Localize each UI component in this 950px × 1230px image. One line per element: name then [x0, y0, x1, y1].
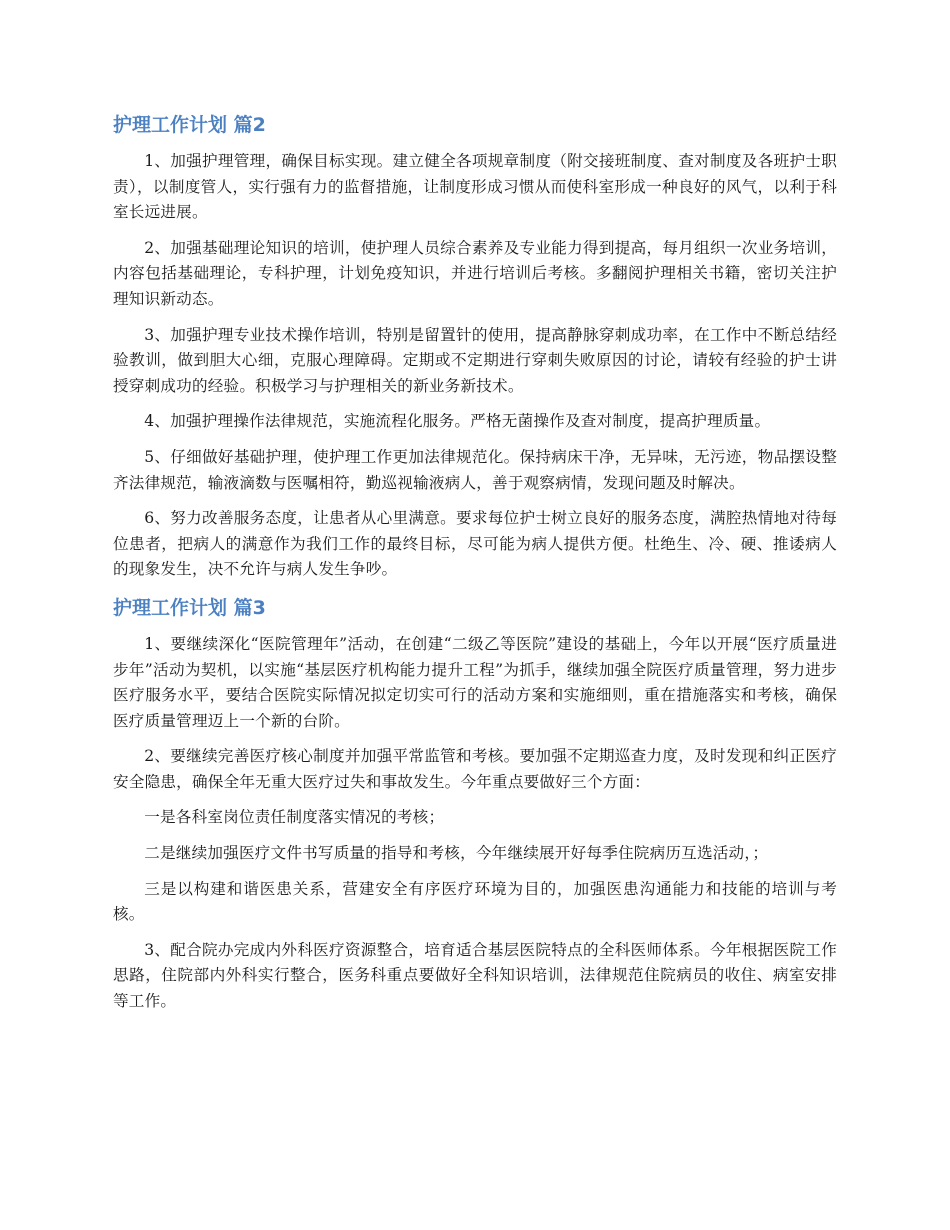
paragraph: 6、努力改善服务态度，让患者从心里满意。要求每位护士树立良好的服务态度，满腔热情地对待每位患者，把病人的满意作为我们工作的最终目标，尽可能为病人提供方便。杜绝生、冷、硬、推诿病人的现象发生，决不允许与病人发生争吵。 — [113, 509, 837, 579]
paragraph: 5、仔细做好基础护理，使护理工作更加法律规范化。保持病床干净，无异味，无污迹，物品摆设整齐法律规范，输液滴数与医嘱相符，勤巡视输液病人，善于观察病情，发现问题及时解决。 — [113, 447, 837, 492]
paragraph: 3、配合院办完成内外科医疗资源整合，培育适合基层医院特点的全科医师体系。今年根据医院工作思路，住院部内外科实行整合，医务科重点要做好全科知识培训，法律规范住院病员的收住、病室安排等工作。 — [113, 940, 837, 1011]
section-title-3: 护理工作计划 篇3 — [113, 596, 266, 619]
paragraph: 一是各科室岗位责任制度落实情况的考核； — [144, 808, 445, 827]
document-page — [113, 110, 837, 1025]
paragraph: 1、要继续深化“医院管理年”活动，在创建“二级乙等医院”建设的基础上，今年以开展“医疗质量进步年”活动为契机，以实施“基层医疗机构能力提升工程”为抓手，继续加强全院医疗质量管理，努力进步医疗服务水平，要结合医院实际情况拟定切实可行的活动方案和实施细则，重在措施落实和考核，确保医疗质量管理迈上一个新的台阶。 — [113, 634, 837, 730]
section-title-2: 护理工作计划 篇2 — [113, 114, 266, 136]
paragraph: 1、加强护理管理，确保目标实现。建立健全各项规章制度（附交接班制度、查对制度及各班护士职责），以制度管人，实行强有力的监督措施，让制度形成习惯从而使科室形成一种良好的风气，以利于科室长远进展。 — [113, 152, 837, 222]
paragraph: 2、加强基础理论知识的培训，使护理人员综合素养及专业能力得到提高，每月组织一次业务培训，内容包括基础理论，专科护理，计划免疫知识，并进行培训后考核。多翻阅护理相关书籍，密切关注护理知识新动态。 — [113, 238, 837, 308]
paragraph: 三是以构建和谐医患关系，营建安全有序医疗环境为目的，加强医患沟通能力和技能的培训与考核。 — [113, 879, 837, 924]
paragraph: 3、加强护理专业技术操作培训，特别是留置针的使用，提高静脉穿刺成功率，在工作中不断总结经验教训，做到胆大心细，克服心理障碍。定期或不定期进行穿刺失败原因的讨论，请较有经验的护士讲授穿刺成功的经验。积极学习与护理相关的新业务新技术。 — [113, 325, 837, 395]
paragraph: 二是继续加强医疗文件书写质量的指导和考核，今年继续展开好每季住院病历互选活动，； — [144, 844, 769, 863]
paragraph: 4、加强护理操作法律规范，实施流程化服务。严格无菌操作及查对制度，提高护理质量。 — [144, 412, 771, 431]
paragraph: 2、要继续完善医疗核心制度并加强平常监管和考核。要加强不定期巡查力度，及时发现和纠正医疗安全隐患，确保全年无重大医疗过失和事故发生。今年重点要做好三个方面： — [113, 747, 837, 791]
